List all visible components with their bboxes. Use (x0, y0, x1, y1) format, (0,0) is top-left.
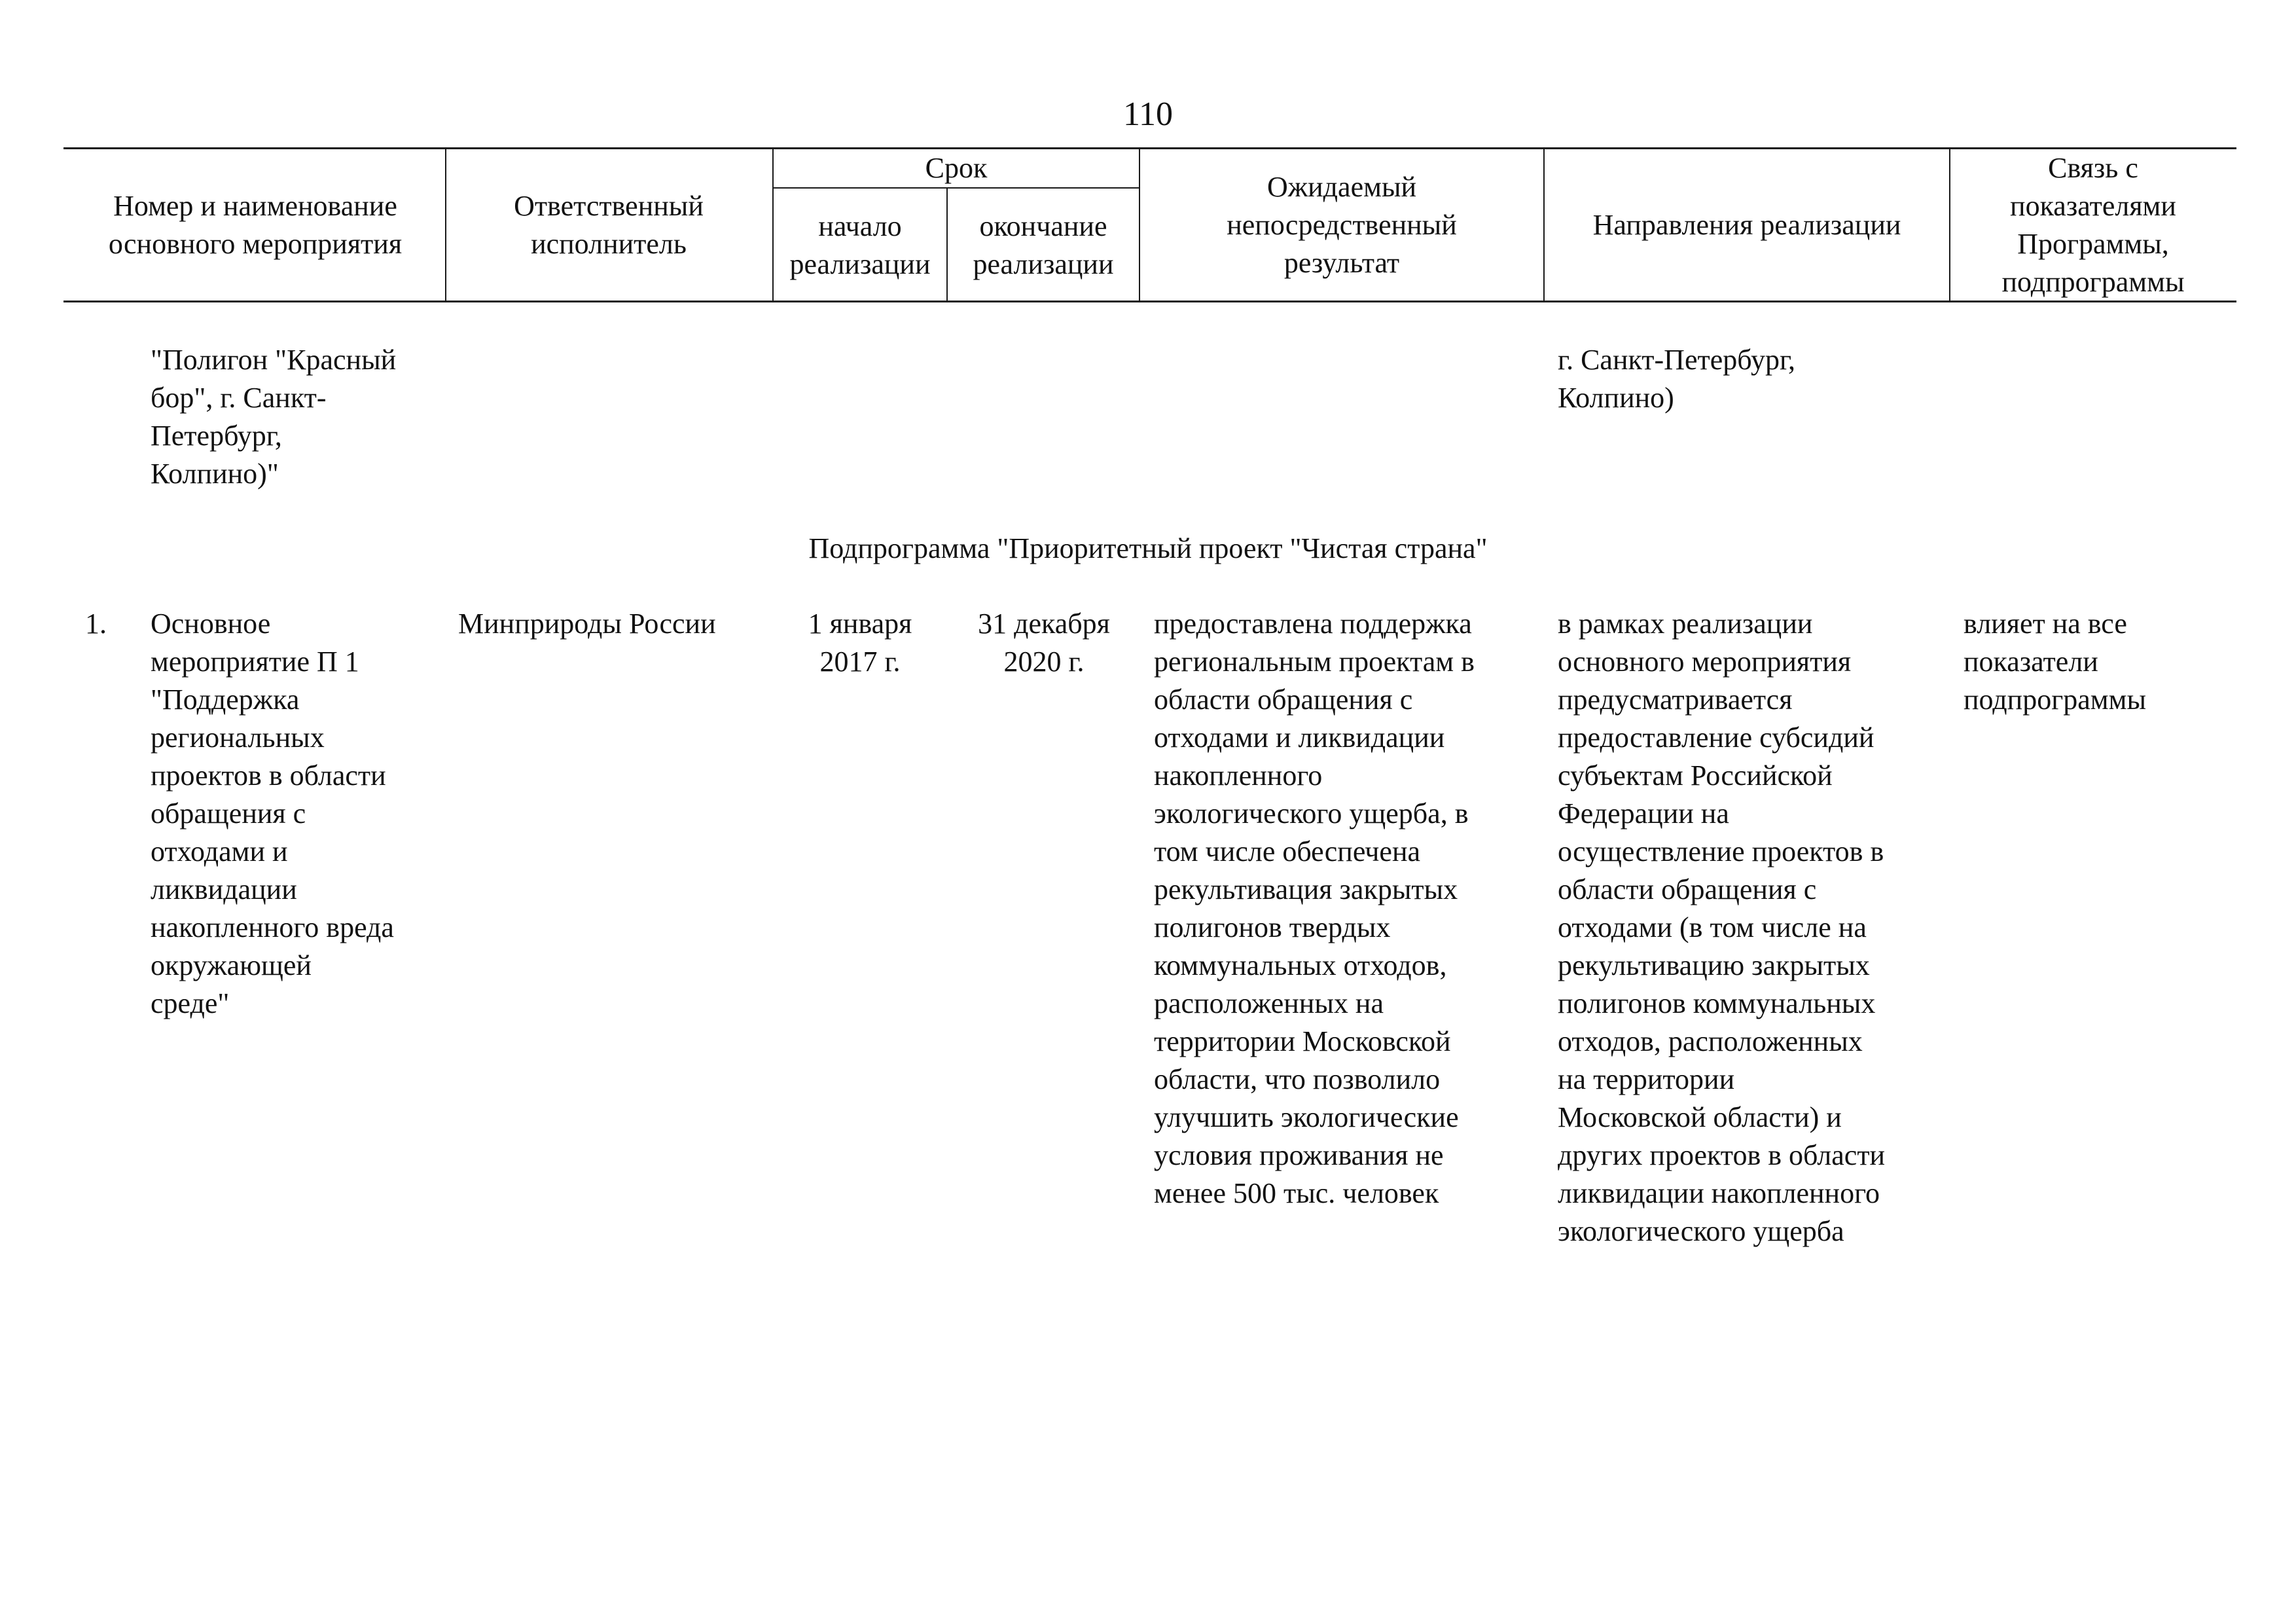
header-result (1140, 149, 1543, 301)
row-executor: Минприроды России (458, 608, 716, 640)
header-result-label: Ожидаемый непосредственный результат (1227, 170, 1457, 279)
header-term (774, 149, 1139, 187)
header-executor (458, 149, 759, 301)
row-name: Основное мероприятие П 1 "Поддержка региональных проектов в области обращения с отходами и ликвидации накопленного вреда окружающей среде" (151, 608, 394, 1019)
continuation-name: "Полигон "Красный бор", г. Санкт- Петербург, Колпино)" (151, 344, 397, 490)
header-directions (1545, 149, 1949, 301)
header-start-label: начало реализации (789, 210, 931, 280)
continuation-directions: г. Санкт-Петербург, Колпино) (1558, 344, 1796, 414)
header-link (1950, 149, 2236, 301)
term-subheader-rule (772, 187, 1140, 189)
header-end-label: окончание реализации (973, 210, 1114, 280)
header-term-label: Срок (925, 152, 988, 184)
row-start-date: 1 января 2017 г. (808, 608, 912, 678)
row-number: 1. (85, 608, 107, 640)
header-end (948, 190, 1139, 301)
row-expected-result: предоставлена поддержка региональным проектам в области обращения с отходами и ликвидации накопленного экологического ущерба, в том числе обеспечена рекультивация закрытых полигонов твердых коммунальных отходов, расположенных на территории Московской области, что позволило улучшить экологические условия проживания не менее 500 тыс. человек (1154, 608, 1475, 1209)
column-divider (445, 148, 446, 302)
subprogram-title: Подпрограмма "Приоритетный проект "Чистая страна" (808, 532, 1488, 564)
header-directions-label: Направления реализации (1592, 208, 1901, 241)
header-link-label: Связь с показателями Программы, подпрограммы (2001, 151, 2185, 298)
table-header-bottom-rule (63, 301, 2236, 302)
row-directions: в рамках реализации основного мероприятия предусматривается предоставление субсидий субъектам Российской Федерации на осуществление проектов в области обращения с отходами (в том числе на рекультивацию закрытых полигонов коммунальных отходов, расположенных на территории Московской области) и других проектов в области ликвидации накопленного экологического ущерба (1558, 608, 1886, 1247)
header-name (75, 149, 435, 301)
row-end-date: 31 декабря 2020 г. (978, 608, 1110, 678)
header-start (774, 190, 946, 301)
row-indicator-link: влияет на все показатели подпрограммы (1964, 608, 2147, 716)
page-number: 110 (1122, 96, 1174, 133)
header-executor-label: Ответственный исполнитель (514, 189, 704, 260)
header-name-label: Номер и наименование основного мероприятия (108, 189, 403, 260)
